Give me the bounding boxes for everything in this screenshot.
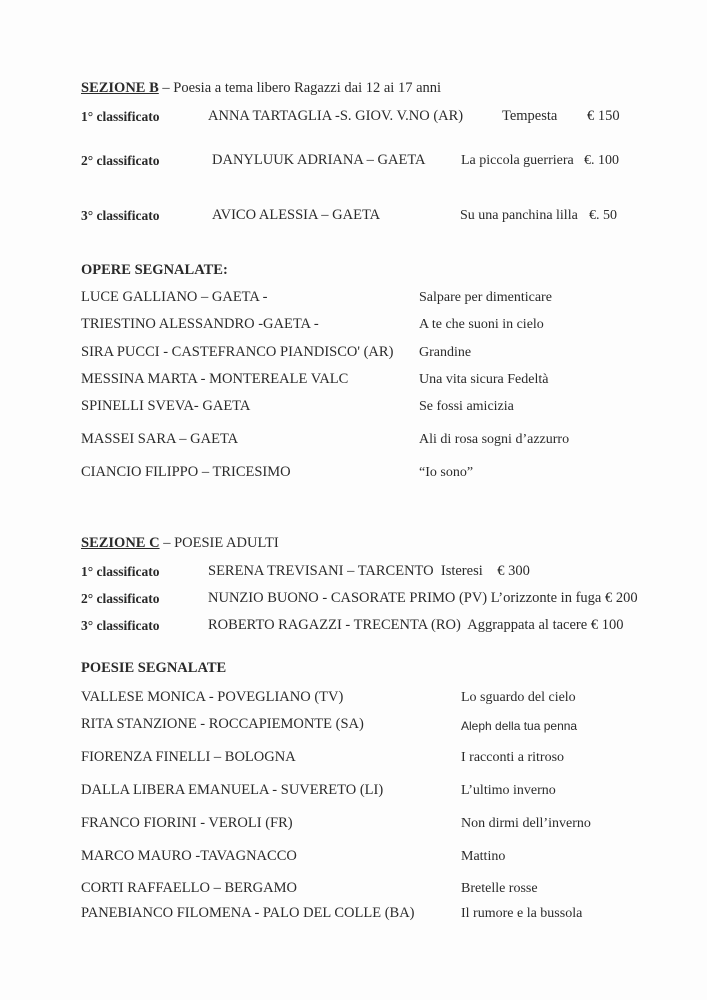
section-b-segnalata-3-name: SIRA PUCCI - CASTEFRANCO PIANDISCO' (AR) [81,344,394,360]
section-b-segnalata-2-title: A te che suoni in cielo [419,317,544,332]
section-c-place-2: 2° classificato [81,591,160,606]
section-b-segnalata-7-name: CIANCIO FILIPPO – TRICESIMO [81,464,291,480]
section-b-place-1: 1° classificato [81,109,160,124]
section-b-winner-3-name: AVICO ALESSIA – GAETA [212,207,381,223]
section-b-place-3: 3° classificato [81,208,160,223]
section-b-segnalata-4-title: Una vita sicura Fedeltà [419,372,549,387]
section-b-winner-2-name: DANYLUUK ADRIANA – GAETA [212,152,426,168]
section-c-segnalata-3-title: I racconti a ritroso [461,750,565,765]
section-c-winner-3-text: ROBERTO RAGAZZI - TRECENTA (RO) Aggrappata al tacere € 100 [208,617,624,633]
section-c-segnalata-1-title: Lo sguardo del cielo [461,690,576,705]
section-c-segnalata-5-title: Non dirmi dell’inverno [461,816,591,831]
section-b-segnalata-5-title: Se fossi amicizia [419,399,514,414]
section-c-dash: – [163,535,171,551]
section-b-segnalata-1-title: Salpare per dimenticare [419,290,552,305]
section-b-segnalata-6-name: MASSEI SARA – GAETA [81,431,239,447]
section-c-segnalata-3-name: FIORENZA FINELLI – BOLOGNA [81,749,296,765]
section-b-segnalata-7-title: “Io sono” [419,465,474,480]
section-c-segnalata-6-title: Mattino [461,849,506,864]
section-b-winner-1-prize: € 150 [587,108,620,124]
section-c-place-1: 1° classificato [81,564,160,579]
section-b-header [81,80,441,97]
section-b-winner-1-title: Tempesta [502,108,558,124]
section-b-segnalata-1-name: LUCE GALLIANO – GAETA - [81,289,268,305]
section-b-segnalata-5-name: SPINELLI SVEVA- GAETA [81,398,251,414]
section-c-segnalata-4-name: DALLA LIBERA EMANUELA - SUVERETO (LI) [81,782,384,798]
section-b-segnalata-6-title: Ali di rosa sogni d’azzurro [419,432,570,447]
section-c-segnalata-2-title: Aleph della tua penna [461,719,578,733]
section-b-winner-3-prize: €. 50 [589,208,617,223]
section-c-winner-2-text: NUNZIO BUONO - CASORATE PRIMO (PV) L’orizzonte in fuga € 200 [208,590,638,606]
section-c-segnalata-8-name: PANEBIANCO FILOMENA - PALO DEL COLLE (BA) [81,905,415,921]
section-c-segnalate-heading: POESIE SEGNALATE [81,660,227,676]
section-b-subtitle: Poesia a tema libero Ragazzi dai 12 ai 17 anni [173,80,442,96]
section-c-segnalata-7-title: Bretelle rosse [461,881,538,896]
section-b-place-2: 2° classificato [81,153,160,168]
section-c-subtitle: POESIE ADULTI [174,535,279,551]
section-b-winner-2-prize: €. 100 [584,153,619,168]
section-c-segnalata-4-title: L’ultimo inverno [461,783,556,798]
section-b-dash: – [162,80,170,96]
section-c-header [81,535,279,552]
section-c-place-3: 3° classificato [81,618,160,633]
section-b-segnalate-heading: OPERE SEGNALATE: [81,262,228,278]
section-b-segnalata-2-name: TRIESTINO ALESSANDRO -GAETA - [81,316,319,332]
section-c-segnalata-2-name: RITA STANZIONE - ROCCAPIEMONTE (SA) [81,716,364,732]
section-b-winner-1-name: ANNA TARTAGLIA -S. GIOV. V.NO (AR) [208,108,464,124]
section-c-segnalata-8-title: Il rumore e la bussola [461,906,583,921]
section-b-winner-2-title: La piccola guerriera [461,153,574,168]
section-b-segnalata-3-title: Grandine [419,345,472,360]
section-c-winner-1-text: SERENA TREVISANI – TARCENTO Isteresi € 300 [208,563,530,579]
section-b-heading: SEZIONE B [81,80,159,96]
section-b-segnalata-4-name: MESSINA MARTA - MONTEREALE VALC [81,371,349,387]
section-b-winner-3-title: Su una panchina lilla [460,208,578,223]
section-c-segnalata-5-name: FRANCO FIORINI - VEROLI (FR) [81,815,293,831]
section-c-heading: SEZIONE C [81,535,160,551]
section-c-segnalata-1-name: VALLESE MONICA - POVEGLIANO (TV) [81,689,344,705]
section-c-segnalata-7-name: CORTI RAFFAELLO – BERGAMO [81,880,297,896]
section-c-segnalata-6-name: MARCO MAURO -TAVAGNACCO [81,848,297,864]
